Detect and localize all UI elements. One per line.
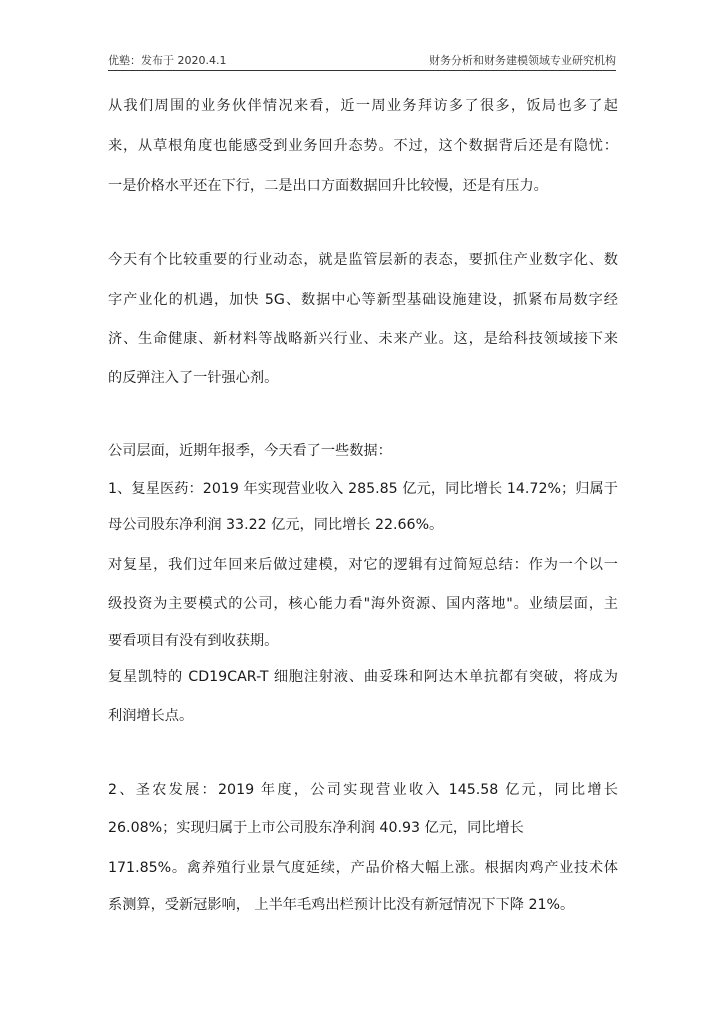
text-line: 对复星，我们过年回来后做过建模，对它的逻辑有过简短总结：作为一个以一 (108, 557, 618, 573)
text-line: 济、生命健康、新材料等战略新兴行业、未来产业。这，是给科技领域接下来 (108, 331, 618, 347)
text-line: 字产业化的机遇，加快 5G、数据中心等新型基础设施建设，抓紧布局数字经 (108, 292, 618, 308)
text-line: 利润增长点。 (108, 708, 194, 724)
text-line: 171.85%。禽养殖行业景气度延续，产品价格大幅上涨。根据肉鸡产业技术体 (108, 860, 618, 876)
text-line: 从我们周围的业务伙伴情况来看，近一周业务拜访多了很多，饭局也多了起 (108, 98, 618, 114)
text-line: 系测算，受新冠影响， 上半年毛鸡出栏预计比没有新冠情况下下降 21%。 (108, 897, 575, 913)
text-line: 级投资为主要模式的公司，核心能力看"海外资源、国内落地"。业绩层面，主 (108, 596, 618, 612)
text-line: 母公司股东净利润 33.22 亿元，同比增长 22.66%。 (108, 517, 444, 533)
text-line: 的反弹注入了一针强心剂。 (108, 370, 279, 386)
text-line: 今天有个比较重要的行业动态，就是监管层新的表态，要抓住产业数字化、数 (108, 252, 618, 268)
header-org-tagline: 财务分析和财务建模领域专业研究机构 (429, 54, 616, 67)
text-line: 公司层面，近期年报季，今天看了一些数据： (108, 443, 392, 459)
text-line: 复星凯特的 CD19CAR-T 细胞注射液、曲妥珠和阿达木单抗都有突破，将成为 (108, 669, 618, 685)
text-line: 26.08%；实现归属于上市公司股东净利润 40.93 亿元，同比增长 (108, 820, 524, 836)
text-line: 一是价格水平还在下行，二是出口方面数据回升比较慢，还是有压力。 (108, 178, 548, 194)
page-header (108, 50, 616, 71)
text-line: 2、圣农发展：2019 年度，公司实现营业收入 145.58 亿元，同比增长 (108, 782, 618, 798)
text-line: 要看项目有没有到收获期。 (108, 633, 279, 649)
text-line: 1、复星医药：2019 年实现营业收入 285.85 亿元，同比增长 14.72%；归属于 (108, 481, 618, 497)
header-publish-date: 优塾：发布于 2020.4.1 (108, 54, 227, 67)
text-line: 来，从草根角度也能感受到业务回升态势。不过，这个数据背后还是有隐忧： (108, 138, 618, 154)
